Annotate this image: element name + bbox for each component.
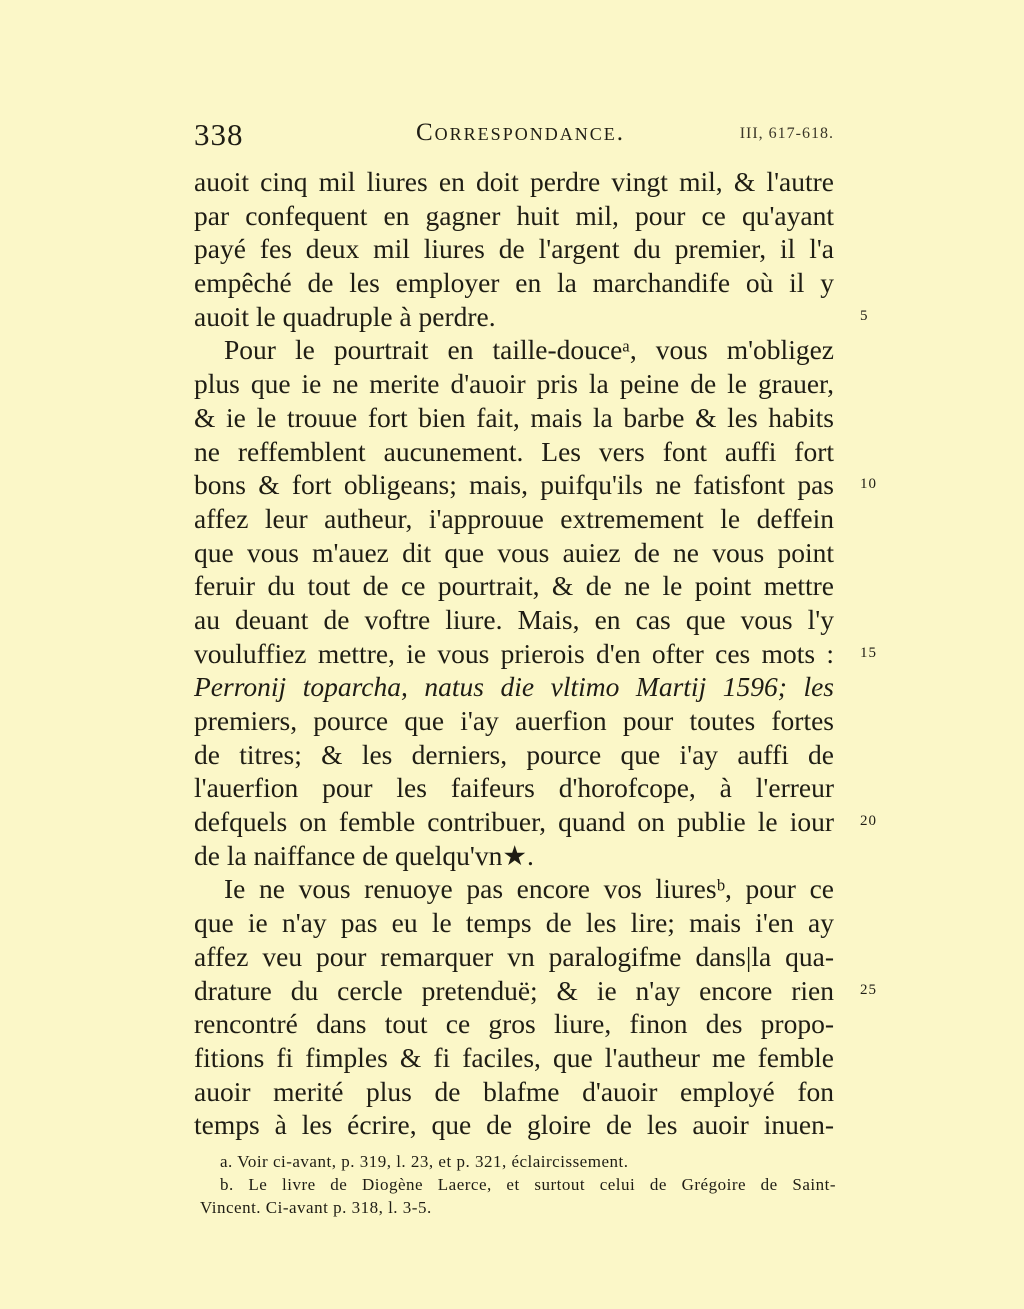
line-number: 15: [860, 644, 877, 661]
text-line: de titres; & les derniers, pource que i'ay auffi de: [194, 738, 834, 770]
text-line: bons & fort obligeans; mais, puifqu'ils ne fatisfont pas 10: [194, 469, 877, 501]
line-number: 25: [860, 981, 877, 998]
text-line: au deuant de voftre liure. Mais, en cas que vous l'y: [194, 603, 834, 635]
text-line: l'auerfion pour les faifeurs d'horofcope, à l'erreur: [194, 772, 834, 804]
running-title: Correspondance.: [416, 119, 625, 146]
line-number: 10: [860, 476, 877, 493]
text-line: fitions fi fimples & fi faciles, que l'autheur me femble: [194, 1041, 834, 1073]
text-line: feruir du tout de ce pourtrait, & de ne le point mettre: [194, 570, 834, 602]
text-line: vouluffiez mettre, ie vous prierois d'en ofter ces mots : 15: [194, 637, 877, 669]
text-line: payé fes deux mil liures de l'argent du premier, il l'a: [194, 233, 834, 265]
text-line: affez leur autheur, i'approuue extremement le deffein: [194, 502, 834, 534]
footnote-b: b. Le livre de Diogène Laerce, et surtout celui de Grégoire de Saint-: [220, 1175, 836, 1194]
footnote-a: a. Voir ci-avant, p. 319, l. 23, et p. 321, éclaircissement.: [220, 1152, 629, 1171]
text-line: auoit le quadruple à perdre. 5: [194, 300, 869, 332]
line-number: 20: [860, 813, 877, 830]
text-line: drature du cercle pretenduë; & ie n'ay encore rien 25: [194, 974, 877, 1006]
text-line: plus que ie ne merite d'auoir pris la peine de le grauer,: [194, 368, 834, 400]
text-line: premiers, pource que i'ay auerfion pour toutes fortes: [194, 705, 834, 736]
footnote-b-continued: Vincent. Ci-avant p. 318, l. 3-5.: [200, 1198, 432, 1217]
text-line: Perronij toparcha, natus die vltimo Martij 1596; les: [194, 671, 834, 703]
text-line: & ie le trouue fort bien fait, mais la barbe & les habits: [194, 401, 834, 433]
text-line: auoir merité plus de blafme d'auoir employé fon: [194, 1075, 834, 1107]
text-line: par confequent en gagner huit mil, pour ce qu'ayant: [194, 199, 834, 231]
page-number: 338: [194, 117, 244, 152]
text-line: auoit cinq mil liures en doit perdre vingt mil, & l'autre: [194, 166, 834, 197]
text-line: Pour le pourtrait en taille-douceᵃ, vous m'obligez: [224, 334, 834, 366]
text-line: que vous m'auez dit que vous auiez de ne vous point: [194, 536, 834, 568]
text-line: Ie ne vous renuoye pas encore vos liuresᵇ, pour ce: [224, 873, 834, 905]
text-line: de la naiffance de quelqu'vn★.: [194, 839, 534, 871]
text-line: que ie n'ay pas eu le temps de les lire; mais i'en ay: [194, 907, 834, 939]
text-line: rencontré dans tout ce gros liure, finon des propo-: [194, 1008, 834, 1040]
text-line: affez veu pour remarquer vn paralogifme dans|la qua-: [194, 940, 834, 972]
volume-reference: III, 617-618.: [739, 125, 834, 142]
page-header: [194, 117, 834, 157]
letter-body: [194, 165, 877, 1142]
text-line: ne reffemblent aucunement. Les vers font auffi fort: [194, 435, 834, 467]
footnotes: [200, 1150, 836, 1219]
text-line: temps à les écrire, que de gloire de les auoir inuen-: [194, 1109, 834, 1141]
line-number: 5: [860, 307, 869, 324]
text-line: defquels on femble contribuer, quand on publie le iour 20: [194, 806, 877, 838]
text-line: empêché de les employer en la marchandife où il y: [194, 267, 834, 299]
